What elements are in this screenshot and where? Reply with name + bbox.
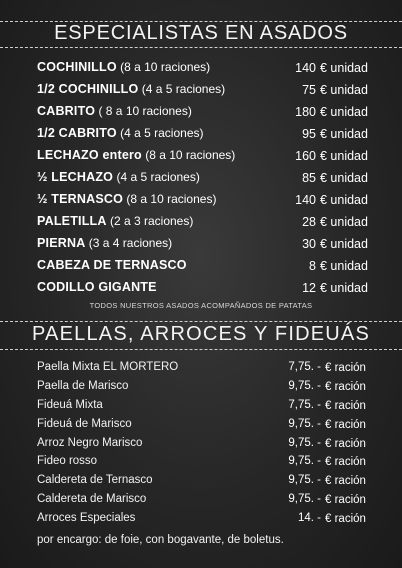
item-name: ½ LECHAZO [37,170,114,184]
dish-name: Caldereta de Marisco [37,493,147,506]
dish-unit: € ración [325,475,366,488]
dish-price: 9,75. - [288,474,321,487]
item-unit: € unidad [320,237,368,251]
asados-row [0,214,402,236]
item-name: 1/2 CABRITO [37,126,117,140]
dish-name: Fideuá de Marisco [37,417,132,430]
dish-price: 9,75. - [288,455,321,468]
special-order-note: por encargo: de foie, con bogavante, de boletus. [37,534,284,546]
item-price: 95 [302,127,316,141]
dish-price: 14. - [297,512,321,525]
paellas-row [0,455,402,474]
asados-row [0,170,402,192]
item-name: 1/2 COCHINILLO [37,82,139,96]
item-unit: € unidad [320,149,368,163]
item-portions: (8 a 10 raciones) [145,148,236,162]
asados-row [0,258,402,280]
item-unit: € unidad [320,193,368,207]
paellas-row [0,399,402,418]
item-unit: € unidad [320,83,368,97]
dish-unit: € ración [325,494,366,507]
item-portions: (4 a 5 raciones) [120,126,204,140]
item-name: LECHAZO entero [37,148,142,162]
asados-heading: ESPECIALISTAS EN ASADOS [54,22,348,44]
dish-price: 9,75. - [288,436,321,449]
item-unit: € unidad [320,281,368,295]
asados-row [0,82,402,104]
item-name: COCHINILLO [37,60,117,74]
asados-item [37,214,193,228]
asados-item [37,82,225,96]
item-price: 140 [295,61,316,75]
dish-name: Arroz Negro Marisco [37,436,143,449]
item-portions: ( 8 a 10 raciones) [98,104,192,118]
paellas-row [0,418,402,437]
item-portions: (4 a 5 raciones) [141,82,226,96]
paellas-row [0,493,402,512]
item-name: ½ TERNASCO [37,192,124,206]
item-portions: (8 a 10 raciones) [120,60,211,74]
paellas-heading: PAELLAS, ARROCES Y FIDEUÁS [32,323,370,345]
asados-item [37,192,216,206]
asados-item [37,170,200,184]
asados-item [37,258,187,272]
item-price: 75 [302,83,316,97]
asados-row [0,148,402,170]
item-price: 8 [309,259,316,273]
item-portions: (3 a 4 raciones) [88,236,173,250]
item-unit: € unidad [320,171,368,185]
dish-unit: € ración [325,380,366,393]
item-unit: € unidad [320,127,368,141]
asados-item [37,60,210,74]
item-unit: € unidad [320,105,368,119]
dish-price: 9,75. - [288,417,321,430]
middle-divider-upper [0,321,402,322]
item-price: 140 [295,193,316,207]
item-price: 160 [295,149,316,163]
paellas-row [0,512,402,531]
dish-price: 7,75. - [288,361,321,373]
asados-row [0,280,402,302]
item-price: 85 [302,171,316,185]
item-unit: € unidad [320,259,368,273]
dish-price: 9,75. - [288,493,321,506]
asados-row [0,236,402,258]
item-price: 28 [302,215,316,229]
item-name: CABEZA DE TERNASCO [37,258,187,272]
asados-item [37,126,203,140]
dish-name: Paella de Marisco [37,379,129,392]
item-price: 12 [302,281,316,295]
paellas-row [0,474,402,493]
item-unit: € unidad [320,61,368,75]
dish-name: Arroces Especiales [37,512,136,525]
asados-row [0,126,402,148]
dish-name: Fideuá Mixta [37,398,103,411]
item-price: 30 [302,237,316,251]
dish-unit: € ración [325,513,366,526]
asados-row [0,60,402,82]
item-portions: (2 a 3 raciones) [109,214,194,228]
item-price: 180 [295,105,316,119]
dish-name: Paella Mixta EL MORTERO [37,361,179,373]
dish-unit: € ración [325,362,366,374]
item-name: PIERNA [37,236,86,250]
paellas-row [0,437,402,456]
asados-item [37,236,172,250]
dish-unit: € ración [325,456,366,469]
dish-price: 7,75. - [288,398,321,411]
item-portions: (4 a 5 raciones) [116,170,200,184]
item-name: CABRITO [37,104,96,118]
asados-list [0,60,402,302]
asados-item [37,104,192,118]
asados-footnote: TODOS NUESTROS ASADOS ACOMPAÑADOS DE PATATAS [89,301,313,310]
item-name: CODILLO GIGANTE [37,280,157,294]
dish-unit: € ración [325,437,366,450]
item-portions: (8 a 10 raciones) [126,192,217,206]
item-name: PALETILLA [37,214,107,228]
dish-name: Caldereta de Ternasco [37,474,153,487]
asados-item [37,148,235,162]
dish-unit: € ración [325,418,366,431]
paellas-row [0,380,402,399]
dish-unit: € ración [325,399,366,412]
middle-divider-lower [0,349,402,350]
paellas-row [0,361,402,380]
asados-item [37,280,157,294]
top-divider-lower [0,47,402,48]
paellas-list [0,361,402,531]
dish-name: Fideo rosso [37,455,98,468]
asados-row [0,104,402,126]
item-unit: € unidad [320,215,368,229]
dish-price: 9,75. - [288,379,321,392]
asados-row [0,192,402,214]
